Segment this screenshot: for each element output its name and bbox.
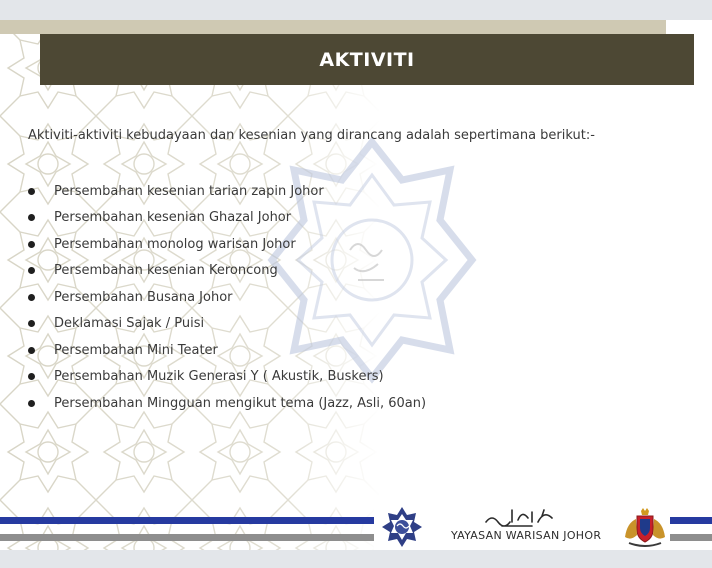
slide	[0, 20, 712, 550]
list-item: Persembahan Mingguan mengikut tema (Jazz, Asli, 60an)	[25, 390, 426, 417]
bullet-icon	[28, 373, 35, 380]
list-item: Persembahan monolog warisan Johor	[25, 231, 426, 258]
jawi-calligraphy-logo	[482, 506, 558, 528]
bullet-icon	[28, 214, 35, 221]
list-item: Persembahan kesenian tarian zapin Johor	[25, 178, 426, 205]
bullet-icon	[28, 267, 35, 274]
list-item: Persembahan Mini Teater	[25, 337, 426, 364]
list-item: Persembahan kesenian Keroncong	[25, 258, 426, 285]
activity-list	[25, 178, 426, 417]
bullet-icon	[28, 400, 35, 407]
header-accent-strip	[0, 20, 666, 34]
list-item: Persembahan kesenian Ghazal Johor	[25, 205, 426, 232]
list-item: Persembahan Muzik Generasi Y ( Akustik, Buskers)	[25, 364, 426, 391]
yayasan-emblem-icon	[380, 505, 424, 549]
list-item: Persembahan Busana Johor	[25, 284, 426, 311]
bullet-icon	[28, 241, 35, 248]
bullet-icon	[28, 347, 35, 354]
organization-name: YAYASAN WARISAN JOHOR	[451, 529, 602, 542]
bullet-icon	[28, 320, 35, 327]
bullet-icon	[28, 188, 35, 195]
intro-text: Aktiviti-aktiviti kebudayaan dan kesenian yang dirancang adalah sepertimana berikut:-	[28, 128, 595, 143]
bullet-icon	[28, 294, 35, 301]
johor-crest-icon	[621, 507, 669, 547]
list-item: Deklamasi Sajak / Puisi	[25, 311, 426, 338]
page-title: AKTIVITI	[319, 48, 415, 71]
title-bar	[40, 34, 694, 85]
